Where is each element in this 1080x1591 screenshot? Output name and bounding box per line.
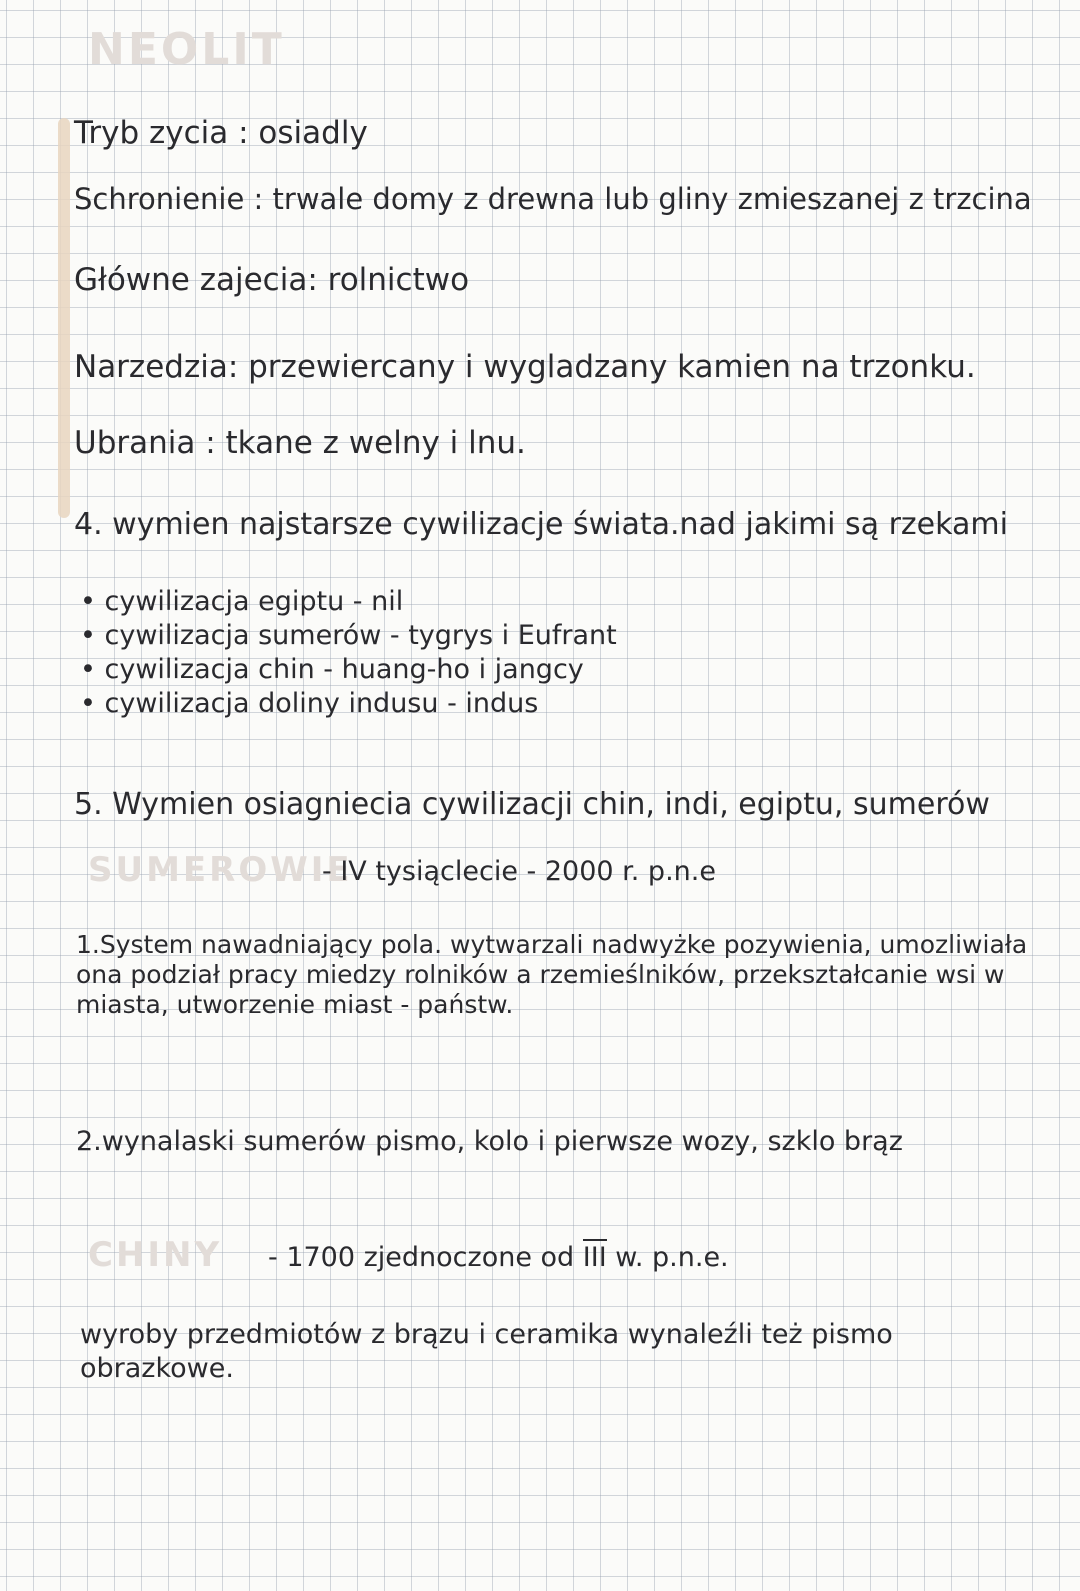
sumerowie-heading: SUMEROWIE	[88, 850, 353, 890]
sumerowie-period: - IV tysiąclecie - 2000 r. p.n.e	[322, 856, 716, 887]
sumerowie-point-2: 2.wynalaski sumerów pismo, kolo i pierwsze wozy, szklo brąz	[76, 1126, 903, 1157]
q4-item: • cywilizacja sumerów - tygrys i Eufrant	[80, 620, 617, 651]
chiny-period-a: - 1700 zjednoczone od	[268, 1242, 575, 1273]
chiny-heading: CHINY	[88, 1235, 223, 1275]
q4-item: • cywilizacja doliny indusu - indus	[80, 688, 539, 719]
neolit-line-zajecia: Główne zajecia: rolnictwo	[74, 262, 470, 298]
chiny-text: wyroby przedmiotów z brązu i ceramika wynaleźli też pismo obrazkowe.	[80, 1319, 893, 1384]
highlighter-mark	[58, 118, 70, 518]
neolit-line-schronienie: Schronienie : trwale domy z drewna lub gliny zmieszanej z trzcina	[74, 182, 1032, 216]
chiny-period	[268, 1244, 729, 1271]
sumerowie-point-1: 1.System nawadniający pola. wytwarzali nadwyżke pozywienia, umozliwiała ona podział pracy miedzy rolników a rzemieślników, przekształcanie wsi w miasta, utworzenie miast - państw.	[76, 930, 1028, 1019]
neolit-heading: NEOLIT	[88, 24, 285, 75]
q5-title: 5. Wymien osiagniecia cywilizacji chin, indi, egiptu, sumerów	[74, 787, 990, 822]
neolit-line-ubrania: Ubrania : tkane z welny i lnu.	[74, 425, 526, 461]
neolit-line-tryb: Tryb zycia : osiadly	[74, 115, 368, 151]
neolit-line-narzedzia: Narzedzia: przewiercany i wygladzany kamien na trzonku.	[74, 349, 976, 385]
chiny-period-roman: III	[583, 1239, 607, 1273]
q4-item: • cywilizacja egiptu - nil	[80, 586, 404, 617]
q4-title: 4. wymien najstarsze cywilizacje świata.nad jakimi są rzekami	[74, 507, 1008, 542]
q4-item: • cywilizacja chin - huang-ho i jangcy	[80, 654, 584, 685]
chiny-period-b: w. p.n.e.	[615, 1242, 729, 1273]
